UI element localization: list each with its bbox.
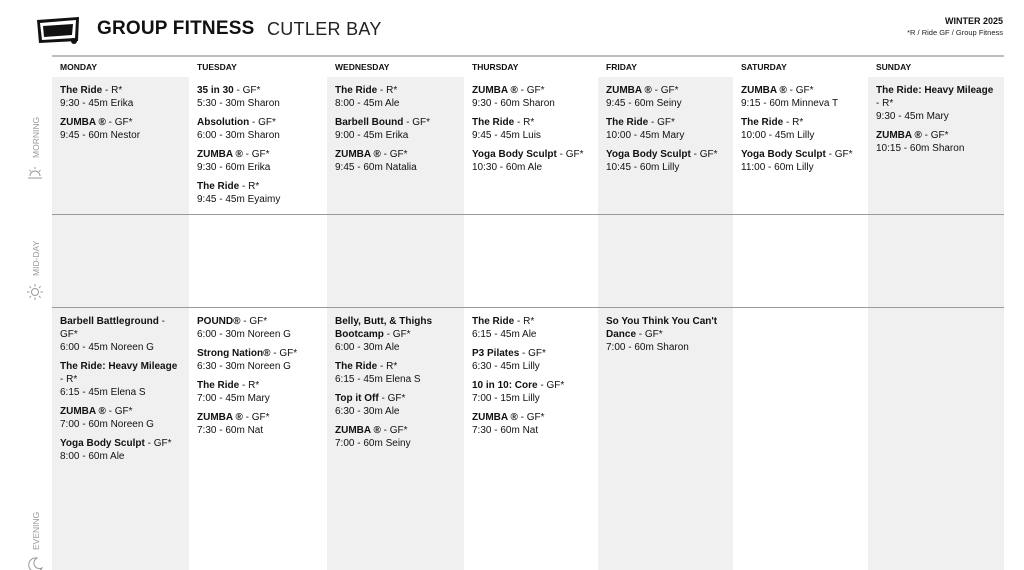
class-name: Yoga Body Sculpt (606, 149, 691, 160)
class-name: ZUMBA ® (197, 149, 243, 160)
class-type: GF* (114, 406, 133, 417)
class-separator: - (105, 406, 115, 417)
class-name: So You Think You Can't Dance (606, 316, 718, 340)
morning-cell-sunday (868, 77, 1004, 161)
class-name: The Ride: Heavy Mileage (876, 85, 994, 96)
class-type: GF* (251, 149, 270, 160)
class-time-instructor: 9:30 - 60m Erika (197, 162, 271, 173)
class-entry[interactable] (197, 379, 321, 405)
class-name: 35 in 30 (197, 85, 234, 96)
class-entry[interactable] (335, 424, 458, 450)
class-time-instructor: 6:15 - 45m Elena S (335, 374, 421, 385)
class-type: R* (248, 181, 260, 192)
class-type: GF* (526, 85, 545, 96)
class-type: R* (386, 361, 398, 372)
evening-cell-thursday (464, 308, 598, 443)
class-name: Absolution (197, 117, 250, 128)
class-separator: - (380, 425, 390, 436)
class-name: Strong Nation® (197, 348, 271, 359)
class-type: R* (386, 85, 398, 96)
day-header-tuesday: TUESDAY (197, 62, 237, 72)
class-separator: - (514, 117, 524, 128)
class-entry[interactable] (741, 84, 862, 110)
club-location: CUTLER BAY (267, 19, 382, 39)
class-entry[interactable] (197, 315, 321, 341)
class-entry[interactable] (60, 116, 183, 142)
evening-cell-sunday (868, 308, 1004, 315)
class-type: GF* (279, 348, 298, 359)
class-name: The Ride (741, 117, 784, 128)
page-header (0, 0, 1024, 56)
class-time-instructor: 6:00 - 30m Noreen G (197, 329, 291, 340)
class-type: GF* (699, 149, 718, 160)
class-separator: - (651, 85, 661, 96)
class-entry[interactable] (606, 84, 727, 110)
class-time-instructor: 7:00 - 45m Mary (197, 393, 270, 404)
class-type: GF* (565, 149, 584, 160)
class-name: Yoga Body Sculpt (60, 438, 145, 449)
class-name: ZUMBA ® (876, 130, 922, 141)
class-separator: - (783, 117, 793, 128)
class-time-instructor: 7:30 - 60m Nat (197, 425, 264, 436)
class-entry[interactable] (472, 315, 592, 341)
class-time-instructor: 6:15 - 45m Elena S (60, 387, 146, 398)
class-separator: - (876, 98, 883, 109)
class-type: GF* (834, 149, 853, 160)
evening-cell-monday (52, 308, 189, 469)
class-separator: - (378, 393, 388, 404)
class-type: GF* (657, 117, 675, 128)
class-entry[interactable] (876, 84, 998, 123)
class-separator: - (380, 149, 390, 160)
class-time-instructor: 9:30 - 45m Mary (876, 111, 949, 122)
class-separator: - (690, 149, 700, 160)
class-time-instructor: 9:45 - 45m Eyaimy (197, 194, 281, 205)
legend-text: *R / Ride GF / Group Fitness (907, 28, 1003, 37)
morning-cell-saturday (733, 77, 868, 180)
class-separator: - (537, 380, 547, 391)
class-entry[interactable] (606, 148, 727, 174)
class-entry[interactable] (60, 437, 183, 463)
class-entry[interactable] (876, 129, 998, 155)
evening-cell-wednesday (327, 308, 464, 456)
class-time-instructor: 6:30 - 30m Noreen G (197, 361, 291, 372)
day-header-sunday: SUNDAY (876, 62, 912, 72)
class-entry[interactable] (472, 379, 592, 405)
class-name: ZUMBA ® (606, 85, 652, 96)
class-separator: - (233, 85, 243, 96)
class-time-instructor: 6:15 - 45m Ale (472, 329, 537, 340)
class-separator: - (239, 380, 249, 391)
class-time-instructor: 7:00 - 15m Lilly (472, 393, 540, 404)
class-name: The Ride (335, 85, 378, 96)
class-entry[interactable] (197, 180, 321, 206)
class-entry[interactable] (197, 116, 321, 142)
class-entry[interactable] (606, 315, 727, 354)
class-name: The Ride (60, 85, 103, 96)
class-separator: - (377, 85, 387, 96)
class-entry[interactable] (741, 148, 862, 174)
class-type: GF* (412, 117, 431, 128)
class-type: R* (66, 374, 78, 385)
class-type: R* (792, 117, 804, 128)
class-separator: - (921, 130, 931, 141)
sun-icon (26, 283, 44, 301)
class-type: GF* (528, 348, 546, 359)
class-separator: - (242, 149, 252, 160)
class-separator: - (270, 348, 280, 359)
class-entry[interactable] (335, 148, 458, 174)
class-type: R* (882, 98, 894, 109)
class-name: ZUMBA ® (335, 425, 381, 436)
class-entry[interactable] (335, 315, 458, 354)
class-name: The Ride (197, 380, 240, 391)
moon-icon (26, 556, 44, 570)
class-separator: - (249, 117, 259, 128)
class-entry[interactable] (197, 84, 321, 110)
class-name: The Ride: Heavy Mileage (60, 361, 178, 372)
class-time-instructor: 9:45 - 60m Natalia (335, 162, 417, 173)
class-name: The Ride (472, 117, 515, 128)
class-entry[interactable] (472, 116, 592, 142)
class-separator: - (786, 85, 796, 96)
morning-cell-tuesday (189, 77, 327, 212)
class-entry[interactable] (197, 148, 321, 174)
class-time-instructor: 6:30 - 30m Ale (335, 406, 400, 417)
class-separator: - (517, 85, 527, 96)
class-type: GF* (389, 149, 408, 160)
class-time-instructor: 10:30 - 60m Ale (472, 162, 543, 173)
class-name: The Ride (472, 316, 515, 327)
class-name: Barbell Battleground (60, 316, 159, 327)
season-label: WINTER 2025 (944, 16, 1003, 26)
section-label-midday: MID-DAY (31, 240, 41, 276)
class-name: Belly, Butt, & Thighs Bootcamp (335, 316, 433, 340)
class-name: The Ride (335, 361, 378, 372)
class-name: Barbell Bound (335, 117, 404, 128)
class-name: ZUMBA ® (60, 117, 106, 128)
class-name: P3 Pilates (472, 348, 520, 359)
class-name: ZUMBA ® (60, 406, 106, 417)
class-separator: - (102, 85, 112, 96)
morning-cell-wednesday (327, 77, 464, 180)
class-type: GF* (526, 412, 545, 423)
class-separator: - (403, 117, 413, 128)
class-type: GF* (114, 117, 133, 128)
class-time-instructor: 7:30 - 60m Nat (472, 425, 539, 436)
class-time-instructor: 10:45 - 60m Lilly (606, 162, 680, 173)
class-separator: - (242, 412, 252, 423)
class-time-instructor: 9:45 - 60m Seiny (606, 98, 682, 109)
evening-cell-tuesday (189, 308, 327, 443)
class-entry[interactable] (472, 148, 592, 174)
class-type: GF* (795, 85, 814, 96)
sunrise-icon (26, 164, 44, 182)
class-separator: - (105, 117, 115, 128)
class-separator: - (377, 361, 387, 372)
class-time-instructor: 7:00 - 60m Noreen G (60, 419, 154, 430)
class-time-instructor: 9:30 - 60m Sharon (472, 98, 555, 109)
class-time-instructor: 10:00 - 45m Lilly (741, 130, 815, 141)
row-divider-morning (52, 214, 1004, 215)
class-time-instructor: 6:00 - 45m Noreen G (60, 342, 154, 353)
class-type: GF* (644, 329, 663, 340)
class-entry[interactable] (606, 116, 727, 142)
class-separator: - (383, 329, 393, 340)
class-entry[interactable] (335, 360, 458, 386)
class-time-instructor: 9:45 - 60m Nestor (60, 130, 141, 141)
class-time-instructor: 9:15 - 60m Minneva T (741, 98, 839, 109)
day-header-thursday: THURSDAY (472, 62, 519, 72)
class-name: ZUMBA ® (472, 85, 518, 96)
schedule-grid (52, 57, 1004, 570)
class-entry[interactable] (60, 405, 183, 431)
class-name: 10 in 10: Core (472, 380, 538, 391)
class-time-instructor: 10:00 - 45m Mary (606, 130, 685, 141)
class-entry[interactable] (335, 392, 458, 418)
class-time-instructor: 6:00 - 30m Sharon (197, 130, 280, 141)
class-separator: - (825, 149, 835, 160)
class-type: GF* (389, 425, 408, 436)
class-time-instructor: 5:30 - 30m Sharon (197, 98, 280, 109)
class-entry[interactable] (60, 360, 183, 399)
class-type: GF* (387, 393, 406, 404)
class-type: R* (523, 117, 535, 128)
class-type: GF* (660, 85, 679, 96)
class-name: ZUMBA ® (335, 149, 381, 160)
class-time-instructor: 7:00 - 60m Seiny (335, 438, 411, 449)
class-separator: - (636, 329, 645, 340)
class-time-instructor: 7:00 - 60m Sharon (606, 342, 689, 353)
class-separator: - (519, 348, 529, 359)
class-separator: - (144, 438, 154, 449)
day-header-monday: MONDAY (60, 62, 97, 72)
section-label-evening: EVENING (31, 511, 41, 550)
class-name: ZUMBA ® (472, 412, 518, 423)
class-name: Top it Off (335, 393, 379, 404)
class-entry[interactable] (335, 116, 458, 142)
class-time-instructor: 6:00 - 30m Ale (335, 342, 400, 353)
class-separator: - (556, 149, 566, 160)
day-header-wednesday: WEDNESDAY (335, 62, 390, 72)
evening-cell-friday (598, 308, 733, 360)
class-name: Yoga Body Sculpt (472, 149, 557, 160)
class-type: R* (248, 380, 260, 391)
class-type: GF* (60, 329, 78, 340)
class-time-instructor: 11:00 - 60m Lilly (741, 162, 814, 173)
section-label-morning: MORNING (31, 116, 41, 158)
class-type: R* (523, 316, 535, 327)
class-entry[interactable] (335, 84, 458, 110)
class-time-instructor: 9:30 - 45m Erika (60, 98, 134, 109)
class-type: GF* (251, 412, 270, 423)
class-type: GF* (249, 316, 268, 327)
class-time-instructor: 9:00 - 45m Erika (335, 130, 409, 141)
class-name: ZUMBA ® (741, 85, 787, 96)
class-entry[interactable] (197, 347, 321, 373)
morning-cell-thursday (464, 77, 598, 180)
day-header-friday: FRIDAY (606, 62, 637, 72)
class-type: GF* (392, 329, 411, 340)
class-time-instructor: 8:00 - 60m Ale (60, 451, 125, 462)
morning-cell-friday (598, 77, 733, 180)
day-header-saturday: SATURDAY (741, 62, 787, 72)
class-entry[interactable] (472, 411, 592, 437)
class-entry[interactable] (60, 84, 183, 110)
class-type: GF* (258, 117, 276, 128)
class-type: GF* (546, 380, 565, 391)
class-time-instructor: 8:00 - 45m Ale (335, 98, 400, 109)
class-entry[interactable] (197, 411, 321, 437)
class-type: GF* (153, 438, 172, 449)
class-time-instructor: 10:15 - 60m Sharon (876, 143, 965, 154)
class-type: GF* (930, 130, 949, 141)
class-name: ZUMBA ® (197, 412, 243, 423)
class-name: The Ride (606, 117, 649, 128)
row-divider-midday (52, 307, 1004, 308)
class-separator: - (517, 412, 527, 423)
class-time-instructor: 6:30 - 45m Lilly (472, 361, 540, 372)
class-separator: - (158, 316, 166, 327)
class-time-instructor: 9:45 - 45m Luis (472, 130, 541, 141)
class-type: GF* (242, 85, 261, 96)
crunch-logo-icon (34, 14, 82, 46)
class-separator: - (60, 374, 67, 385)
class-entry[interactable] (60, 315, 183, 354)
class-entry[interactable] (741, 116, 862, 142)
evening-cell-saturday (733, 308, 868, 315)
class-separator: - (239, 181, 249, 192)
class-separator: - (514, 316, 524, 327)
class-separator: - (648, 117, 658, 128)
class-type: R* (111, 85, 123, 96)
class-name: Yoga Body Sculpt (741, 149, 826, 160)
page-title: GROUP FITNESS (97, 18, 255, 39)
morning-cell-monday (52, 77, 189, 148)
class-name: POUND® (197, 316, 241, 327)
class-entry[interactable] (472, 347, 592, 373)
class-entry[interactable] (472, 84, 592, 110)
class-separator: - (240, 316, 250, 327)
class-name: The Ride (197, 181, 240, 192)
